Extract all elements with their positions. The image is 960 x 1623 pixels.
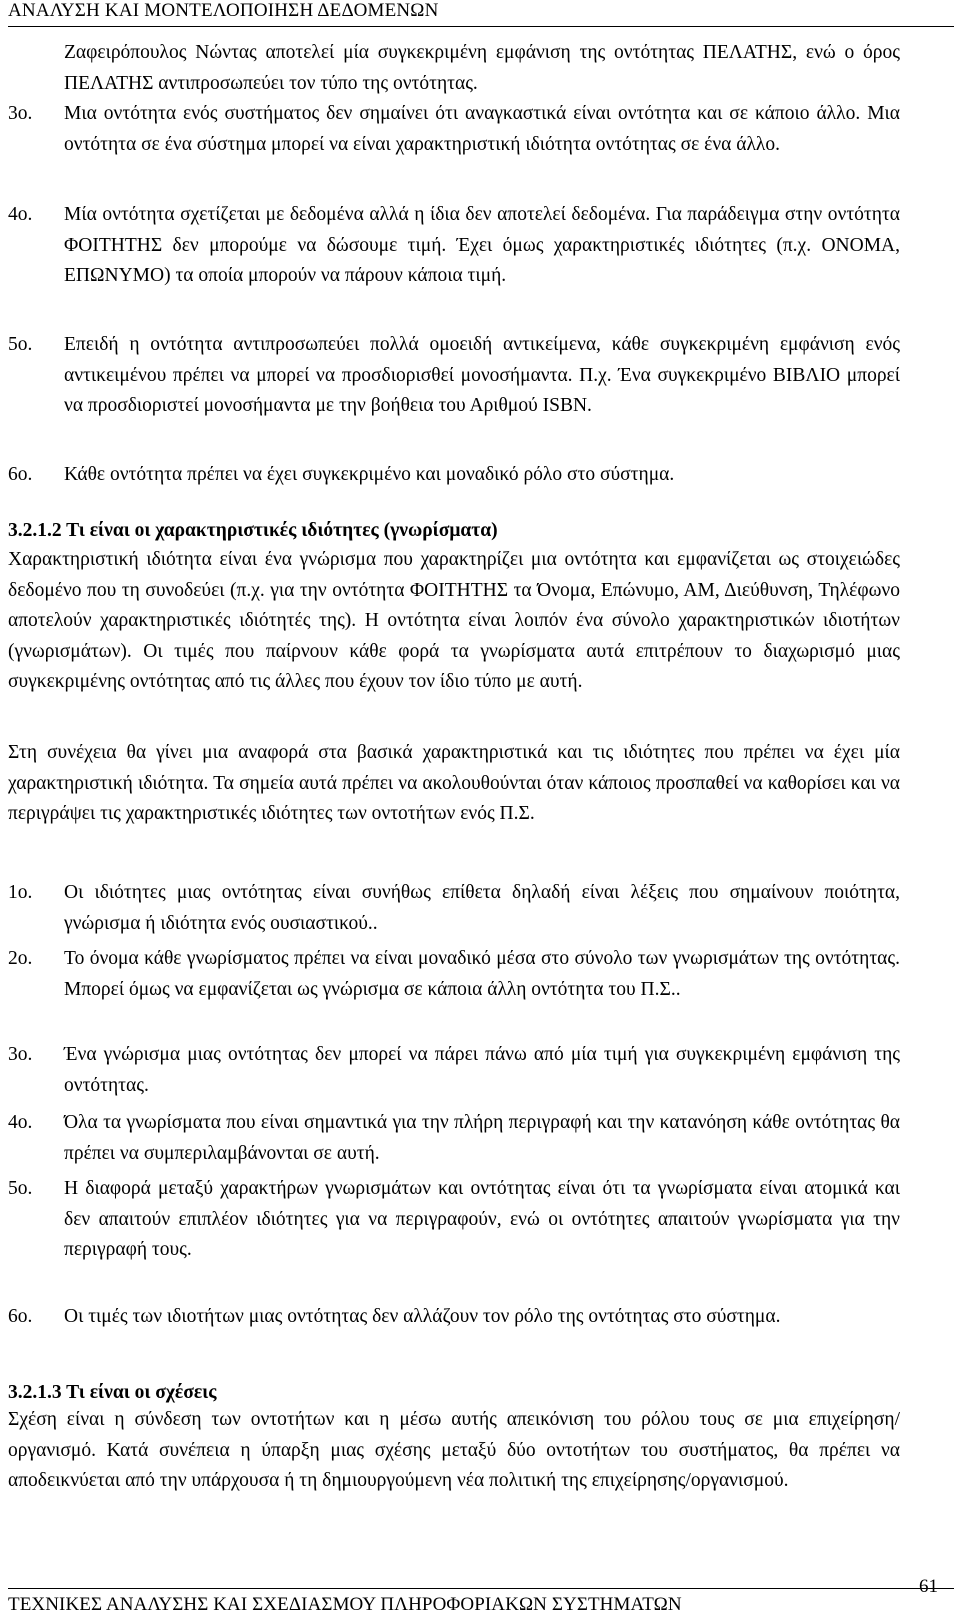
relations-paragraph-1: Σχέση είναι η σύνδεση των οντοτήτων και η μέσω αυτής απεικόνιση του ρόλου τους σε μια επιχείρηση/οργανισμό. Κατά συνέπεια η ύπαρξη μιας σχέσης μεταξύ δύο οντοτήτων του συστήματος, θα πρέπει να αποδεικνύεται από την υπάρχουσα ή τη δημιουργούμενη νέα πολιτική της επιχείρησης/οργανισμού. (8, 1409, 900, 1491)
list-text: Η διαφορά μεταξύ χαρακτήρων γνωρισμάτων και οντότητας είναι ότι τα γνωρίσματα είναι ατομικά και δεν απαιτούν επιπλέον ιδιότητες για να περιγραφούν, ενώ οι οντότητες απαιτούν γνωρίσματα για την περιγραφή τους. (64, 1178, 900, 1260)
list-text: Μία οντότητα σχετίζεται με δεδομένα αλλά η ίδια δεν αποτελεί δεδομένα. Για παράδειγμα στην οντότητα ΦΟΙΤΗΤΗΣ δεν μπορούμε να δώσουμε τιμή. Έχει όμως χαρακτηριστικές ιδιότητες (π.χ. ΟΝΟΜΑ, ΕΠΩΝΥΜΟ) τα οποία μπορούν να πάρουν κάποια τιμή. (64, 204, 900, 286)
header-rule (8, 26, 954, 27)
list-number: 1ο. (8, 882, 33, 903)
attributes-paragraph-1: Χαρακτηριστική ιδιότητα είναι ένα γνώρισμα που χαρακτηρίζει μια οντότητα και εμφανίζεται ως στοιχειώδες δεδομένο που τη συνοδεύει (π.χ. για την οντότητα ΦΟΙΤΗΤΗΣ τα Όνομα, Επώνυμο, ΑΜ, Διεύθυνση, Τηλέφωνο αποτελούν χαρακτηριστικές ιδιότητές της). Η οντότητα είναι λοιπόν ένα σύνολο χαρακτηριστικών ιδιοτήτων (γνωρισμάτων). Οι τιμές που παίρνουν κάθε φορά τα γνωρίσματα αυτά επιτρέπουν το διαχωρισμό μιας συγκεκριμένης οντότητας από τις άλλες που έχουν τον ίδιο τύπο με αυτή. (8, 549, 900, 692)
running-header: ΑΝΑΛΥΣΗ ΚΑΙ ΜΟΝΤΕΛΟΠΟΙΗΣΗ ΔΕΔΟΜΕΝΩΝ (8, 0, 439, 21)
list-text: Οι ιδιότητες μιας οντότητας είναι συνήθως επίθετα δηλαδή είναι λέξεις που σημαίνουν ποιότητα, γνώρισμα ή ιδιότητα ενός ουσιαστικού.. (64, 882, 900, 934)
list-number: 6ο. (8, 1306, 33, 1327)
list-text: Ένα γνώρισμα μιας οντότητας δεν μπορεί να πάρει πάνω από μία τιμή για συγκεκριμένη εμφάνιση της οντότητας. (64, 1044, 900, 1096)
list-text: Κάθε οντότητα πρέπει να έχει συγκεκριμένο και μοναδικό ρόλο στο σύστημα. (64, 464, 675, 485)
section-heading-relations: 3.2.1.3 Τι είναι οι σχέσεις (8, 1382, 217, 1403)
list-text: Οι τιμές των ιδιοτήτων μιας οντότητας δεν αλλάζουν τον ρόλο της οντότητας στο σύστημα. (64, 1306, 781, 1327)
list-number: 5ο. (8, 1178, 33, 1199)
list-number: 2ο. (8, 948, 33, 969)
list-number: 3ο. (8, 1044, 33, 1065)
intro-continuation: Ζαφειρόπουλος Νώντας αποτελεί μία συγκεκριμένη εμφάνιση της οντότητας ΠΕΛΑΤΗΣ, ενώ ο όρος ΠΕΛΑΤΗΣ αντιπροσωπεύει τον τύπο της οντότητας. (64, 42, 900, 94)
list-text: Επειδή η οντότητα αντιπροσωπεύει πολλά ομοειδή αντικείμενα, κάθε συγκεκριμένη εμφάνιση ενός αντικειμένου πρέπει να μπορεί να προσδιορισθεί μονοσήμαντα. Π.χ. Ένα συγκεκριμένο ΒΙΒΛΙΟ μπορεί να προσδιοριστεί μονοσήμαντα με την βοήθεια του Αριθμού ISBN. (64, 334, 900, 416)
running-footer: ΤΕΧΝΙΚΕΣ ΑΝΑΛΥΣΗΣ ΚΑΙ ΣΧΕΔΙΑΣΜΟΥ ΠΛΗΡΟΦΟΡΙΑΚΩΝ ΣΥΣΤΗΜΑΤΩΝ (8, 1594, 682, 1615)
attributes-paragraph-2: Στη συνέχεια θα γίνει μια αναφορά στα βασικά χαρακτηριστικά και τις ιδιότητες που πρέπει να έχει μία χαρακτηριστική ιδιότητα. Τα σημεία αυτά πρέπει να ακολουθούνται όταν κάποιος προσπαθεί να καθορίσει και να περιγράψει τις χαρακτηριστικές ιδιότητες των οντοτήτων ενός Π.Σ. (8, 742, 900, 824)
list-text: Το όνομα κάθε γνωρίσματος πρέπει να είναι μοναδικό μέσα στο σύνολο των γνωρισμάτων της οντότητας. Μπορεί όμως να εμφανίζεται ως γνώρισμα σε κάποια άλλη οντότητα του Π.Σ.. (64, 948, 900, 1000)
list-number: 4ο. (8, 204, 33, 225)
list-number: 5ο. (8, 334, 33, 355)
list-number: 4ο. (8, 1112, 33, 1133)
list-number: 6ο. (8, 464, 33, 485)
list-text: Μια οντότητα ενός συστήματος δεν σημαίνει ότι αναγκαστικά είναι οντότητα και σε κάποιο άλλο. Μια οντότητα σε ένα σύστημα μπορεί να είναι χαρακτηριστική ιδιότητα οντότητας σε ένα άλλο. (64, 103, 900, 155)
section-heading-attributes: 3.2.1.2 Τι είναι οι χαρακτηριστικές ιδιότητες (γνωρίσματα) (8, 520, 498, 541)
list-number: 3ο. (8, 103, 33, 124)
footer-rule (8, 1588, 954, 1589)
list-text: Όλα τα γνωρίσματα που είναι σημαντικά για την πλήρη περιγραφή και την κατανόηση κάθε οντότητας θα πρέπει να συμπεριλαμβάνονται σε αυτή. (64, 1112, 900, 1164)
page-number: 61 (919, 1576, 938, 1597)
